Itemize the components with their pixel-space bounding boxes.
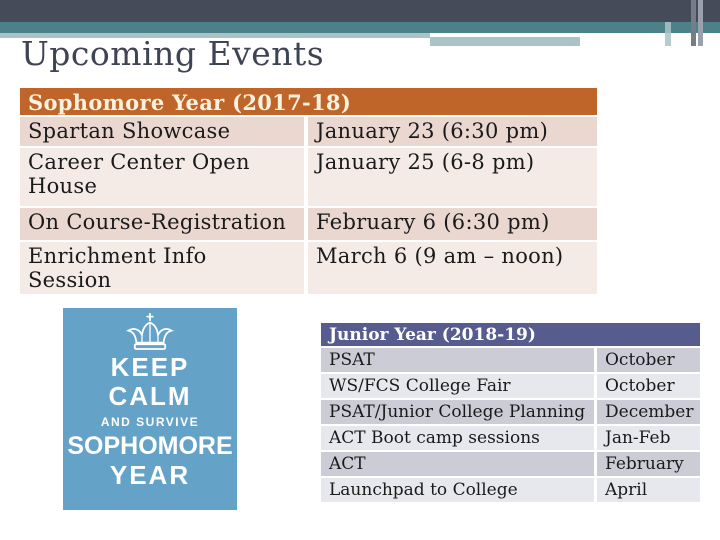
date-cell: January 23 (6:30 pm) (308, 117, 597, 146)
sophomore-table (20, 88, 597, 294)
poster-line: YEAR (109, 460, 191, 490)
date-cell: Jan-Feb (597, 426, 700, 450)
poster-line: SOPHOMORE (67, 432, 233, 460)
junior-table-header: Junior Year (2018-19) (321, 323, 700, 346)
date-cell: October (597, 374, 700, 398)
junior-table (321, 323, 700, 502)
slide-title: Upcoming Events (21, 34, 325, 73)
event-cell: PSAT (321, 348, 594, 372)
date-cell: February 6 (6:30 pm) (308, 208, 597, 240)
crown-icon (124, 313, 176, 353)
event-cell: ACT Boot camp sessions (321, 426, 594, 450)
sophomore-table-header: Sophomore Year (2017-18) (20, 88, 597, 115)
date-cell: March 6 (9 am – noon) (308, 242, 597, 294)
date-cell: February (597, 452, 700, 476)
date-cell: October (597, 348, 700, 372)
top-banner-navy (0, 0, 720, 22)
accent-stripe (665, 22, 671, 46)
event-cell: On Course-Registration (20, 208, 304, 240)
date-cell: April (597, 478, 700, 502)
event-cell: ACT (321, 452, 594, 476)
event-cell: Launchpad to College (321, 478, 594, 502)
poster-line: CALM (108, 381, 192, 411)
event-cell: Career Center Open House (20, 148, 304, 206)
poster-line: KEEP (110, 352, 190, 382)
accent-stripe (698, 0, 703, 46)
accent-bar-teal (0, 22, 720, 33)
date-cell: December (597, 400, 700, 424)
date-cell: January 25 (6-8 pm) (308, 148, 597, 206)
accent-bar-light-right (430, 37, 580, 46)
keep-calm-poster (63, 308, 237, 510)
event-cell: Spartan Showcase (20, 117, 304, 146)
poster-line: AND SURVIVE (100, 415, 200, 429)
event-cell: WS/FCS College Fair (321, 374, 594, 398)
event-cell: PSAT/Junior College Planning (321, 400, 594, 424)
accent-stripe (691, 0, 696, 46)
event-cell: Enrichment Info Session (20, 242, 304, 294)
